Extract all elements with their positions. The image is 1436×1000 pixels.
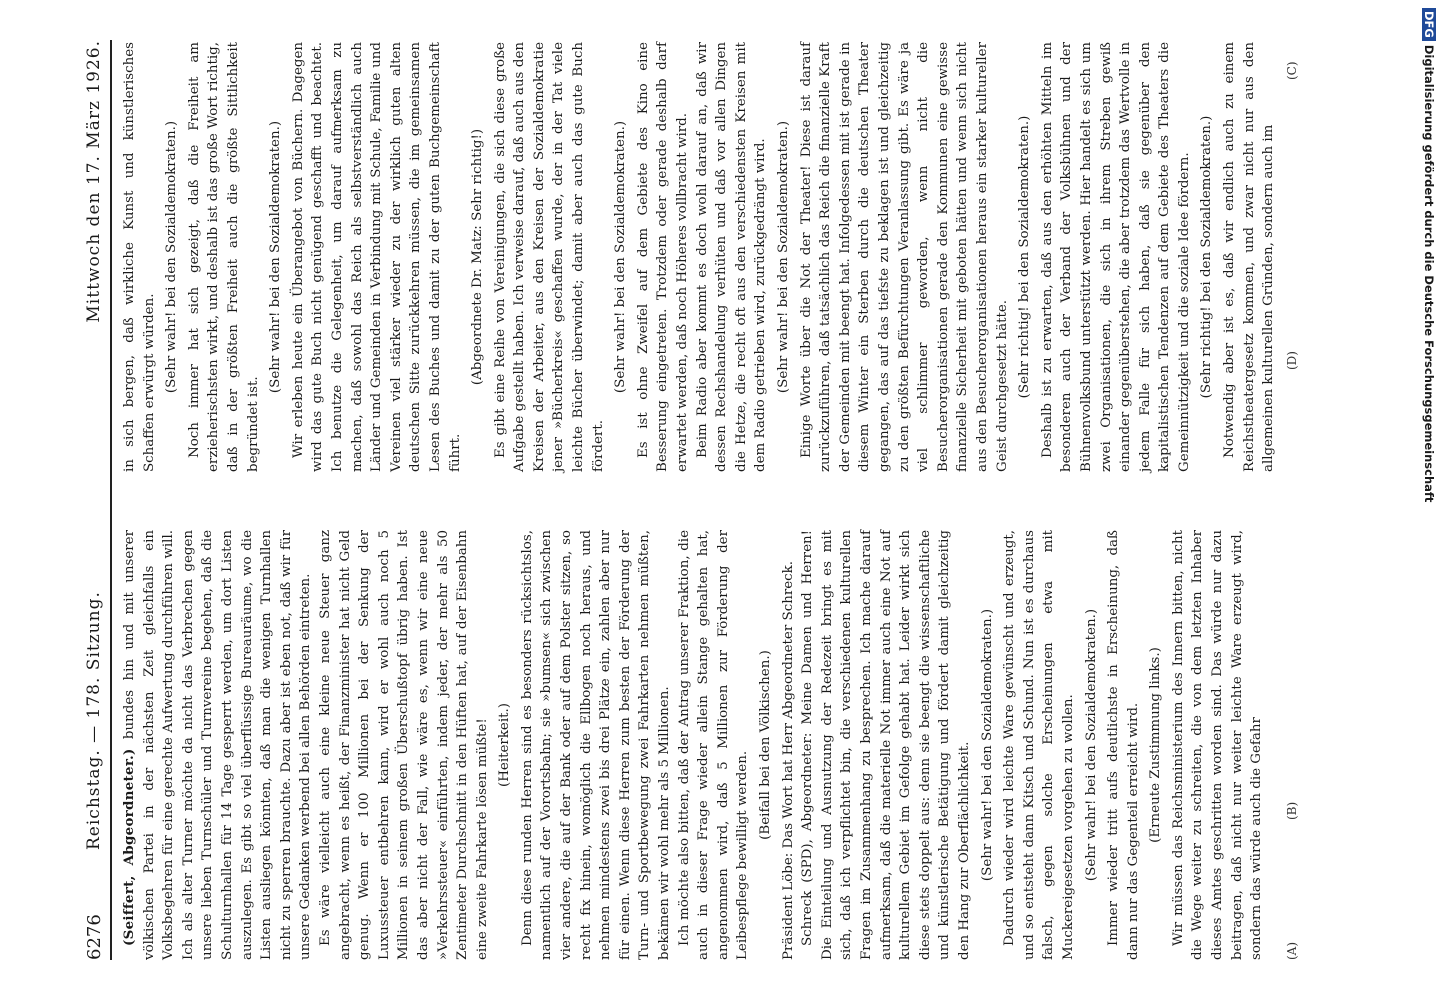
paragraph-text: Deshalb ist zu erwarten, daß aus den erhöhten Mitteln im besonderen auch der Verband der Volksbühnen und der Bühnenvolksbund unterstützt werden. Hier handelt es sich um zwei Organisationen, die sich in ihrem Streben gewiß einander gegenüberstehen, die aber trotzdem das Wertvolle in jedem Falle für sich haben, daß sie gegenüber den kapitalistischen Tendenzen auf dem Gebiete des Theaters die Gemeinnützigkeit und die soziale Idee fördern. bbox=[1039, 42, 1192, 472]
paragraph-text: Denn diese runden Herren sind es besonders rücksichtslos, namentlich auf der Vorortsbahn; sie »bumsen« sich zwischen vier andere, die auf der Bank oder auf dem Polster sitzen, so recht fix hinein, womöglich die Ellbogen noch heraus, und nehmen mindestens zwei bis drei Plätze ein, zahlen aber nur für einen. Wenn diese Herren zum besten der Förderung der Turn- und Sportbewegung zwei Fahrkarten nehmen müßten, bekämen wir wohl mehr als 5 Millionen. bbox=[519, 530, 673, 960]
paragraph-text: (Sehr wahr! bei den Sozialdemokraten.) bbox=[1083, 608, 1099, 882]
paragraph bbox=[120, 42, 159, 472]
margin-marker-b: (B) bbox=[1285, 801, 1299, 820]
paragraph bbox=[518, 530, 675, 960]
paragraph-text: Wir müssen das Reichsministerium des Innern bitten, nicht die Wege weiter zu schreiten, die von dem letzten Inhaber dieses Amtes geschritten worden sind. Das würde nur dazu beitragen, daß nicht nur weiter leichte Ware erzeugt wird, sondern das würde auch die Gefahr bbox=[1170, 530, 1265, 960]
right-column bbox=[120, 42, 1310, 472]
paragraph bbox=[675, 530, 753, 960]
page-number: 6276 bbox=[84, 914, 105, 960]
paragraph-text: (Heiterkeit.) bbox=[497, 703, 513, 787]
margin-marker-a: (A) bbox=[1285, 941, 1299, 960]
interjection bbox=[611, 42, 631, 472]
paragraph bbox=[693, 42, 771, 472]
paragraph-text: (Sehr wahr! bei den Sozialdemokraten.) bbox=[979, 608, 995, 882]
paragraph bbox=[120, 530, 316, 960]
session-title: Reichstag. — 178. Sitzung. bbox=[84, 591, 104, 850]
paragraph bbox=[797, 42, 1013, 472]
paragraph-text: Immer wieder tritt aufs deutlichste in Erscheinung, daß dann nur das Gegenteil erreicht wird. bbox=[1106, 530, 1141, 960]
interjection bbox=[1015, 42, 1035, 472]
paragraph-text: (Abgeordnete Dr. Matz: Sehr richtig!) bbox=[470, 128, 486, 386]
paragraph bbox=[1000, 530, 1078, 960]
paragraph-text: (Beifall bei den Völkischen.) bbox=[758, 650, 773, 840]
paragraph bbox=[779, 530, 799, 960]
paragraph bbox=[185, 42, 263, 472]
paragraph bbox=[798, 530, 974, 960]
left-column bbox=[120, 530, 1310, 960]
paragraph-text: Noch immer hat sich gezeigt, daß die Freiheit am erzieherischsten wirkt, und deshalb ist das große Wort richtig, daß in der größten Freiheit auch die größte Sittlichkeit begründet ist. bbox=[186, 42, 261, 472]
paragraph-text: Präsident Löbe: Das Wort hat Herr Abgeordneter Schreck. bbox=[780, 560, 796, 960]
paragraph-text: Ich möchte also bitten, daß der Antrag unserer Fraktion, die auch in dieser Frage wieder allein Stange gehalten hat, angenommen wird, daß 5 Millionen zur Förderung der Leibespflege bewilligt werden. bbox=[676, 530, 751, 960]
paragraph-text: Dadurch wieder wird leichte Ware gewünscht und erzeugt, und so entsteht dann Kitsch und Schund. Nun ist es durchaus falsch, gegen solche Erscheinungen etwa mit Muckereigesetzen vorgehen zu wollen. bbox=[1002, 530, 1076, 960]
paragraph bbox=[491, 42, 609, 472]
paragraph-text: Es gibt eine Reihe von Vereinigungen, die sich diese große Aufgabe gestellt haben. Ich verweise darauf, daß auch aus den Kreisen der Arbeiter, aus den Kreisen der Sozialdemokratie jener »Bücherkreis« geschaffen wurde, der in der Tat viele leichte Bücher überwindet; damit aber auch das gute Buch fördert. bbox=[492, 42, 606, 472]
paragraph-text: Schreck (SPD), Abgeordneter: Meine Damen und Herren! Die Einteilung und Ausnutzung der Redezeit bringt es mit sich, daß ich verpflichtet bin, die verschiedenen kulturellen Fragen im Zusammenhang zu besprechen. Ich mache darauf aufmerksam, daß die materielle Not immer auch eine Not auf kulturellem Gebiet im Gefolge gehabt hat. Leider wirkt sich diese stets doppelt aus: denn sie beengt die wissenschaftliche und künstlerische Betätigung und fördert damit gleichzeitig den Hang zur Oberflächlichkeit. bbox=[800, 530, 972, 960]
interjection bbox=[1146, 530, 1166, 960]
interjection bbox=[1197, 42, 1217, 472]
dfg-logo: DFG bbox=[1422, 8, 1436, 41]
margin-marker-d: (D) bbox=[1285, 351, 1299, 370]
paragraph-text: Wir erleben heute ein Überangebot von Büchern. Dagegen wird das gute Buch nicht genügend geschafft und beachtet. Ich benutze die Gelegenheit, um darauf aufmerksam zu machen, daß sowohl das Reich als selbstverständlich auch Länder und Gemeinden in Verbindung mit Schule, Familie und Vereinen viel stärker wieder zu der wirklich guten alten deutschen Sitte zurückkehren müssen, die im gemeinsamen Lesen des Buches und damit zu der guten Buchgemeinschaft führt. bbox=[290, 42, 463, 472]
paragraph-text: (Sehr wahr! bei den Sozialdemokraten.) bbox=[776, 120, 791, 394]
paragraph bbox=[316, 530, 492, 960]
paragraph bbox=[1169, 530, 1267, 960]
paragraph-text: in sich bergen, daß wirkliche Kunst und künstlerisches Schaffen erwürgt würden. bbox=[122, 42, 157, 472]
paragraph-text: (Sehr richtig! bei den Sozialdemokraten.) bbox=[1199, 115, 1215, 399]
page-header bbox=[80, 40, 112, 960]
interjection bbox=[266, 42, 286, 472]
paragraph-text: Es wäre vielleicht auch eine kleine neue Steuer ganz angebracht, wenn es heißt, der Finanzminister hat nicht Geld genug. Wenn er 100 Millionen bei der Senkung der Luxussteuer entbehren kann, wird er wohl auch noch 5 Millionen in seinem großen Überschußtopf übrig haben. Ist das aber nicht der Fall, wie wäre es, wenn wir eine neue »Verkehrssteuer« einführten, indem jeder, der mehr als 50 Zentimeter Durchschnitt in den Hüften hat, auf der Eisenbahn eine zweite Fahrkarte lösen müßte! bbox=[317, 530, 490, 960]
paragraph bbox=[634, 42, 693, 472]
speaker-label: (Seiffert, Abgeordneter.) bbox=[121, 748, 137, 946]
paragraph-text: Einige Worte über die Not der Theater! Diese ist darauf zurückzuführen, daß tatsächlich das Reich die finanzielle Kraft der Gemeinden mit beengt hat. Infolgedessen mit ist gerade in diesem Winter ein Sterben durch die deutschen Theater gegangen, das auf das tiefste zu beklagen ist und gleichzeitig zu den größten Befürchtungen Veranlassung gibt. Es wäre ja viel schlimmer geworden, wenn nicht die Besucherorganisationen gerade den Kommunen eine gewisse finanzielle Sicherheit mit geboten hätten und wenn sich nicht aus den Besucherorganisationen heraus ein starker kultureller Geist durchgesetzt hätte. bbox=[798, 42, 1010, 472]
paragraph-text: (Sehr wahr! bei den Sozialdemokraten.) bbox=[613, 120, 629, 394]
rotated-page-content bbox=[80, 40, 1320, 960]
margin-marker-c: (C) bbox=[1285, 61, 1299, 80]
dfg-text: Digitalisierung gefördert durch die Deutsche Forschungsgemeinschaft bbox=[1422, 44, 1436, 503]
date-title: Mittwoch den 17. März 1926. bbox=[84, 40, 104, 323]
paragraph-text: (Sehr wahr! bei den Sozialdemokraten.) bbox=[268, 120, 284, 394]
interjection bbox=[468, 42, 488, 472]
paragraph-text: (Sehr richtig! bei den Sozialdemokraten.) bbox=[1017, 115, 1033, 399]
interjection bbox=[774, 42, 794, 472]
interjection bbox=[978, 530, 998, 960]
interjection bbox=[162, 42, 182, 472]
paragraph bbox=[1220, 42, 1279, 472]
dfg-attribution bbox=[1422, 8, 1436, 502]
paragraph-text: Notwendig aber ist es, daß wir endlich auch zu einem Reichstheatergesetz kommen, und zwar nicht nur aus den allgemeinen kulturellen Gründen, sondern auch im bbox=[1222, 42, 1277, 472]
interjection bbox=[756, 530, 776, 960]
dfg-sidebar bbox=[1400, 0, 1434, 1000]
paragraph-text: Es ist ohne Zweifel auf dem Gebiete des Kino eine Besserung eingetreten. Trotzdem oder gerade deshalb darf erwartet werden, daß noch Höheres vollbracht wird. bbox=[635, 42, 691, 472]
interjection bbox=[495, 530, 515, 960]
interjection bbox=[1082, 530, 1102, 960]
paragraph bbox=[1038, 42, 1195, 472]
paragraph bbox=[1104, 530, 1143, 960]
paragraph-text: Beim Radio aber kommt es doch wohl darauf an, daß wir dessen Rechshandelung verhüten und daß vor allen Dingen die Hetze, die recht oft aus den verschiedensten Kreisen mit dem Radio getrieben wird, zurückgedrängt wird. bbox=[694, 42, 769, 472]
paragraph-text: bundes hin und mit unserer völkischen Partei in der nächsten Zeit gleichfalls ein Volksbegehren für eine gerechte Aufwertung durchführen will. Ich als alter Turner möchte da nicht das Verbrechen gegen unsere lieben Turnschüler und Turnvereine begehen, daß die Schulturnhallen für 14 Tage gesperrt werden, um dort Listen auszulegen. Es gibt so viel überflüssige Bureauräume, wo die Listen ausliegen könnten, daß man die wenigen Turnhallen nicht zu sperren brauchte. Dazu aber ist eben not, daß wir für unsere Gedanken werbend bei allen Behörden eintreten. bbox=[122, 529, 314, 960]
paragraph-text: (Sehr wahr! bei den Sozialdemokraten.) bbox=[164, 120, 180, 394]
paragraph bbox=[289, 42, 465, 472]
paragraph-text: (Erneute Zustimmung links.) bbox=[1148, 647, 1164, 843]
